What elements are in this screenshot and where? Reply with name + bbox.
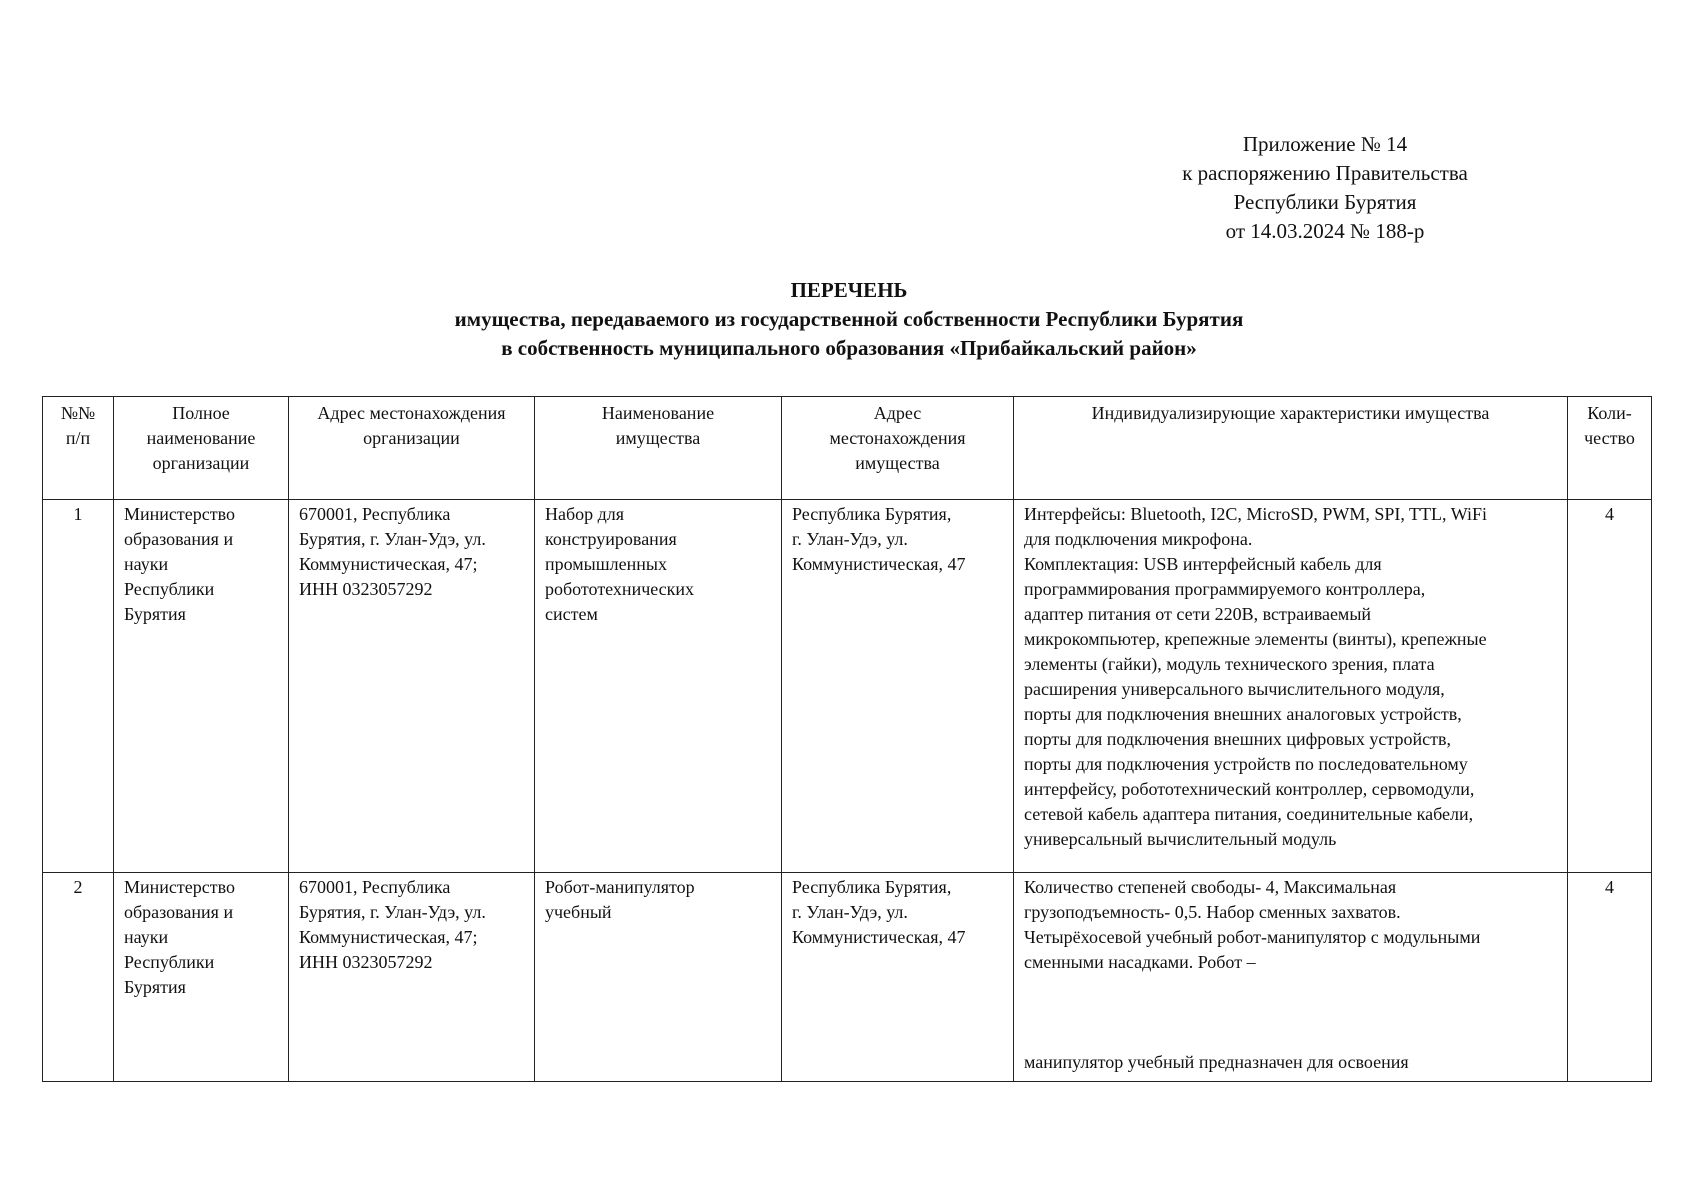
cell-property-address: Республика Бурятия, г. Улан-Удэ, ул. Коммунистическая, 47: [782, 873, 1014, 1082]
cell-characteristics: Количество степеней свободы- 4, Максимальная грузоподъемность- 0,5. Набор сменных захватов. Четырёхосевой учебный робот-манипулятор с модульными сменными насадками. Робот – манипулятор учебный предназначен для освоения: [1014, 873, 1568, 1082]
header-property-address: Адрес местонахождения имущества: [782, 397, 1014, 500]
appendix-republic: Республики Бурятия: [1233, 190, 1417, 214]
cell-organization-address: 670001, Республика Бурятия, г. Улан-Удэ, ул. Коммунистическая, 47; ИНН 0323057292: [289, 500, 535, 873]
table-row: [43, 500, 1652, 873]
header-property-name: Наименование имущества: [535, 397, 782, 500]
appendix-number: Приложение № 14: [1242, 132, 1408, 156]
header-organization-address: Адрес местонахождения организации: [289, 397, 535, 500]
cell-property-address: Республика Бурятия, г. Улан-Удэ, ул. Коммунистическая, 47: [782, 500, 1014, 873]
header-quantity: Коли- чество: [1568, 397, 1652, 500]
document-title: [0, 276, 1698, 363]
appendix-reference: к распоряжению Правительства: [1182, 161, 1468, 185]
appendix-date: от 14.03.2024 № 188-р: [1225, 219, 1425, 243]
header-organization: Полное наименование организации: [114, 397, 289, 500]
cell-organization: Министерство образования и науки Республики Бурятия: [114, 500, 289, 873]
header-number: №№ п/п: [43, 397, 114, 500]
table-row: [43, 873, 1652, 1082]
cell-characteristics: Интерфейсы: Bluetooth, I2C, MicroSD, PWM, SPI, TTL, WiFi для подключения микрофона. Комплектация: USB интерфейсный кабель для программирования программируемого контроллера, адаптер питания от сети 220В, встраиваемый микрокомпьютер, крепежные элементы (винты), крепежные элементы (гайки), модуль технического зрения, плата расширения универсального вычислительного модуля, порты для подключения внешних аналоговых устройств, порты для подключения внешних цифровых устройств, порты для подключения устройств по последовательному интерфейсу, робототехнический контроллер, сервомодули, сетевой кабель адаптера питания, соединительные кабели, универсальный вычислительный модуль: [1014, 500, 1568, 873]
appendix-block: [1145, 130, 1505, 246]
table-header-row: [43, 397, 1652, 500]
title-subheading-2: в собственность муниципального образования «Прибайкальский район»: [501, 336, 1197, 360]
cell-quantity: 4: [1568, 873, 1652, 1082]
cell-quantity: 4: [1568, 500, 1652, 873]
cell-organization-address: 670001, Республика Бурятия, г. Улан-Удэ, ул. Коммунистическая, 47; ИНН 0323057292: [289, 873, 535, 1082]
cell-property-name: Набор для конструирования промышленных робототехнических систем: [535, 500, 782, 873]
header-characteristics: Индивидуализирующие характеристики имущества: [1014, 397, 1568, 500]
cell-organization: Министерство образования и науки Республики Бурятия: [114, 873, 289, 1082]
property-table: [42, 396, 1652, 1082]
title-heading: ПЕРЕЧЕНЬ: [790, 278, 908, 302]
cell-property-name: Робот-манипулятор учебный: [535, 873, 782, 1082]
cell-number: 1: [43, 500, 114, 873]
cell-number: 2: [43, 873, 114, 1082]
title-subheading: имущества, передаваемого из государственной собственности Республики Бурятия: [454, 307, 1244, 331]
